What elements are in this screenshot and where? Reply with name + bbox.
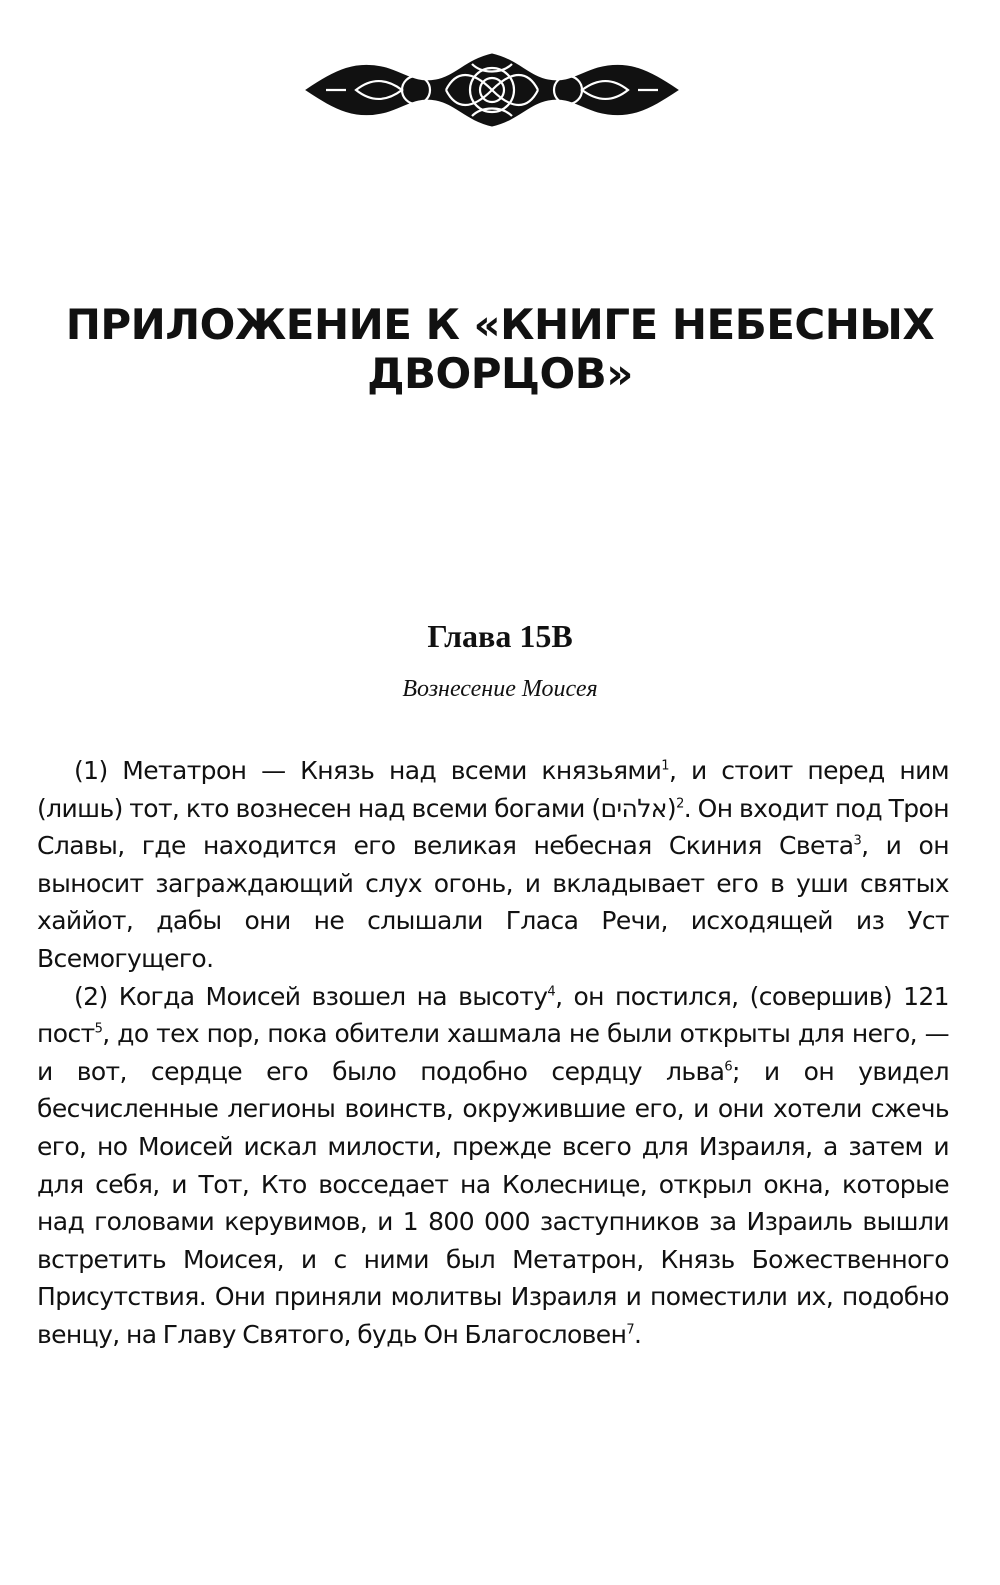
- footnote-ref-3: 3: [853, 833, 862, 849]
- paragraph-text: , он постился, (совершив) 121 пост: [37, 981, 949, 1049]
- page-title: ПРИЛОЖЕНИЕ К «КНИГЕ НЕБЕСНЫХ ДВОРЦОВ»: [65, 300, 935, 398]
- chapter-heading: Глава 15В: [427, 618, 573, 654]
- paragraph-text: , до тех пор, пока обители хашмала не были открыты для него, — и вот, сердце его было подобно сердцу льва: [37, 1019, 949, 1086]
- paragraph-text: (1) Метатрон — Князь над всеми князьями: [74, 756, 662, 785]
- celtic-knot-ornament-icon: [296, 40, 688, 140]
- paragraph-1: [37, 752, 949, 978]
- paragraph-text: . Он входит под Трон Славы, где находится его великая небесная Скиния Света: [37, 793, 949, 861]
- paragraph-text: ; и он увидел бесчисленные легионы воинств, окружившие его, и они хотели сжечь его, но Моисей искал милости, прежде всего для Израиля, а затем и для себя, и Тот, Кто восседает на Колеснице, открыл окна, которые над головами керувимов, и 1 800 000 заступников за Израиль вышли встретить Моисея, и с ними был Метатрон, Князь Божественного Присутствия. Они приняли молитвы Израиля и поместили их, подобно венцу, на Главу Святого, будь Он Благословен: [37, 1056, 949, 1349]
- paragraph-text: .: [634, 1319, 642, 1349]
- footnote-ref-1: 1: [661, 758, 669, 774]
- chapter-body: [37, 752, 949, 1354]
- chapter-subtitle: Вознесение Моисея: [402, 676, 598, 702]
- paragraph-text: , и он выносит заграждающий слух огонь, и вкладывает его в уши святых хаййот, дабы они не слышали Гласа Речи, исходящей из Уст Всемогущего.: [37, 831, 949, 973]
- footnote-ref-6: 6: [724, 1059, 733, 1075]
- paragraph-text: (2) Когда Моисей взошел на высоту: [74, 981, 548, 1011]
- footnote-ref-4: 4: [547, 984, 556, 1000]
- footnote-ref-2: 2: [676, 796, 684, 812]
- paragraph-text: , и стоит перед ним (лишь) тот, кто вознесен над всеми богами (אלהים): [37, 756, 949, 823]
- footnote-ref-7: 7: [626, 1322, 634, 1338]
- footnote-ref-5: 5: [94, 1021, 103, 1037]
- paragraph-2: [37, 978, 949, 1354]
